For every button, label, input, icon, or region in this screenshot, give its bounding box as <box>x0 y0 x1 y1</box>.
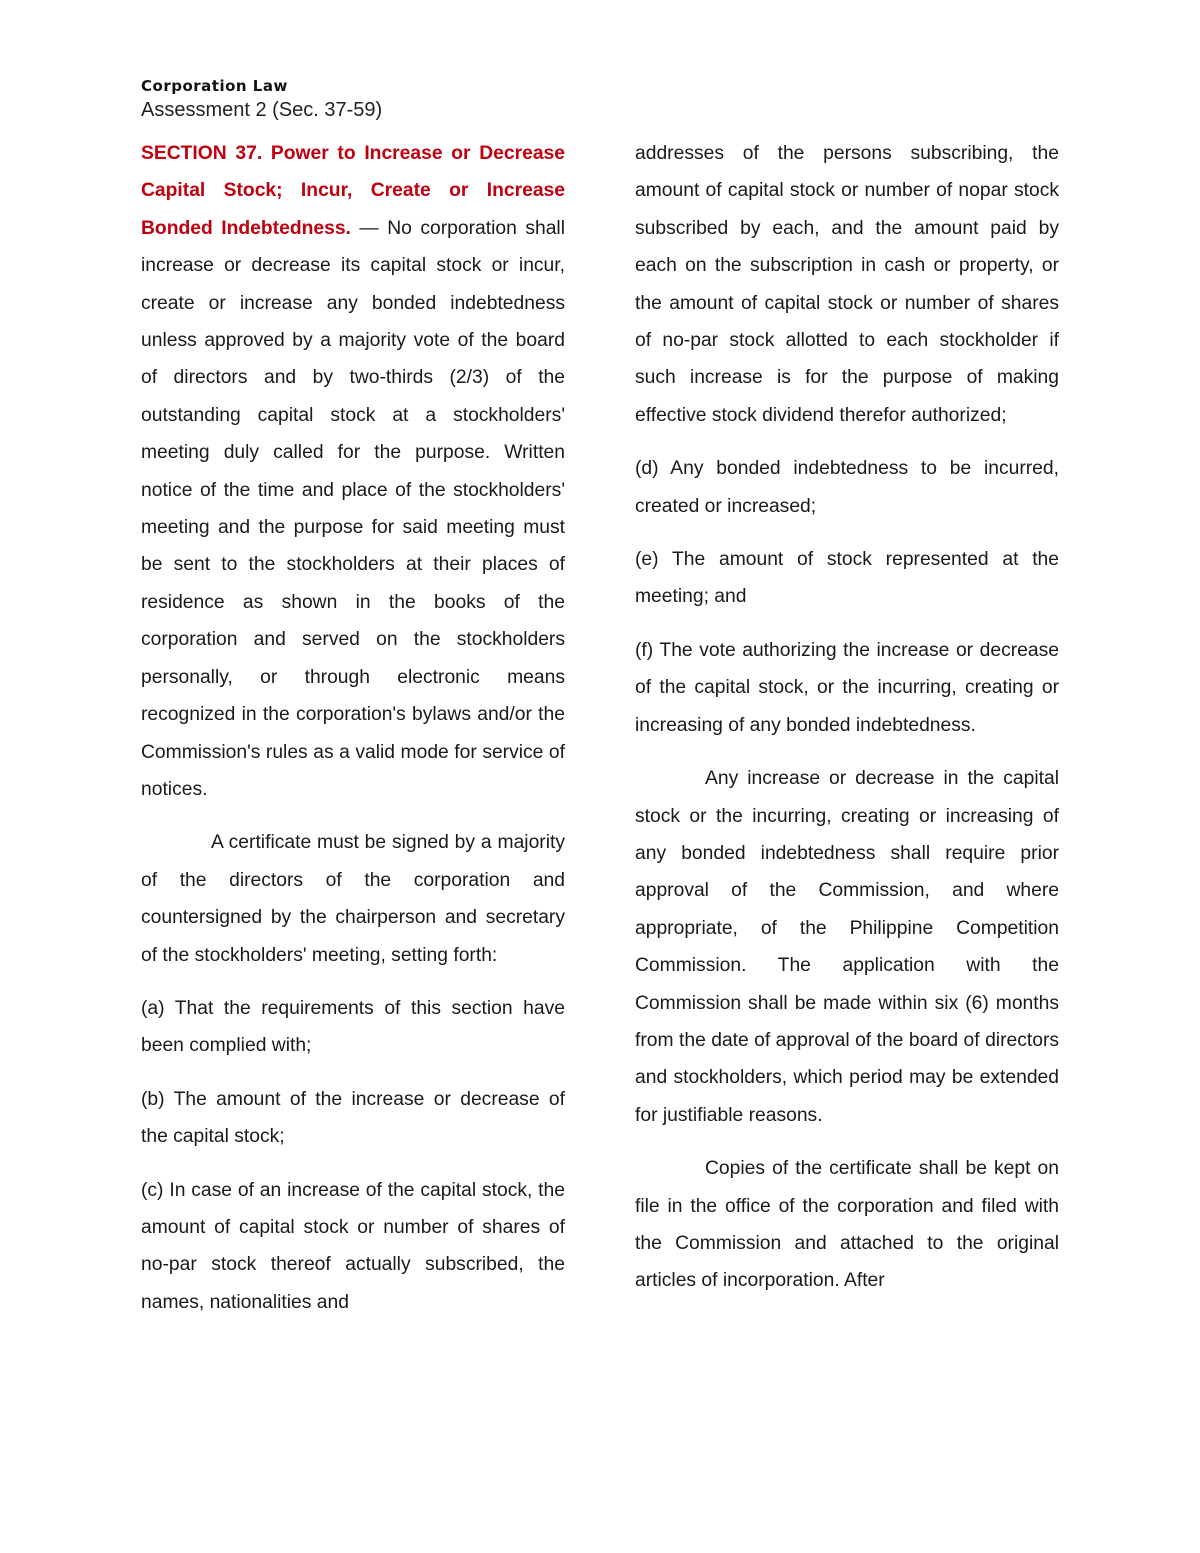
assessment-title: Assessment 2 (Sec. 37-59) <box>141 99 383 121</box>
section-body: — No corporation shall increase or decrease its capital stock or incur, create or increase any bonded indebtedness unless approved by a majority vote of the board of directors and by two-thirds (2/3) of the outstanding capital stock at a stockholders' meeting duly called for the purpose. Written notice of the time and place of the stockholders' meeting and the purpose for said meeting must be sent to the stockholders at their places of residence as shown in the books of the corporation and served on the stockholders personally, or through electronic means recognized in the corporation's bylaws and/or the Commission's rules as a valid mode for service of notices. <box>141 217 565 800</box>
copies-paragraph: Copies of the certificate shall be kept on file in the office of the corporation and filed with the Commission and attached to the original articles of incorporation. After <box>635 1158 1059 1292</box>
right-column <box>635 135 1059 1316</box>
item-f: (f) The vote authorizing the increase or decrease of the capital stock, or the incurring, creating or increasing of any bonded indebtedness. <box>635 639 1059 736</box>
section-37-paragraph <box>141 135 565 808</box>
document-header <box>141 74 382 122</box>
item-a: (a) That the requirements of this section have been complied with; <box>141 997 565 1057</box>
section-heading: SECTION 37. Power to Increase or Decrease Capital Stock; Incur, Create or Increase Bonded Indebtedness. <box>141 143 565 239</box>
certificate-paragraph: A certificate must be signed by a majority of the directors of the corporation and countersigned by the chairperson and secretary of the stockholders' meeting, setting forth: <box>141 832 565 966</box>
item-b: (b) The amount of the increase or decrease of the capital stock; <box>141 1088 565 1148</box>
course-title: Corporation Law <box>141 77 288 95</box>
item-c: (c) In case of an increase of the capital stock, the amount of capital stock or number of shares of no-par stock thereof actually subscribed, the names, nationalities and <box>141 1179 565 1313</box>
item-c-continued: addresses of the persons subscribing, the amount of capital stock or number of nopar stock subscribed by each, and the amount paid by each on the subscription in cash or property, or the amount of capital stock or number of shares of no-par stock allotted to each stockholder if such increase is for the purpose of making effective stock dividend therefor authorized; <box>635 143 1059 426</box>
left-column <box>141 135 565 1337</box>
item-e: (e) The amount of stock represented at the meeting; and <box>635 549 1059 608</box>
approval-paragraph: Any increase or decrease in the capital stock or the incurring, creating or increasing of any bonded indebtedness shall require prior approval of the Commission, and where appropriate, of the Philippine Competition Commission. The application with the Commission shall be made within six (6) months from the date of approval of the board of directors and stockholders, which period may be extended for justifiable reasons. <box>635 768 1059 1126</box>
item-d: (d) Any bonded indebtedness to be incurred, created or increased; <box>635 458 1059 517</box>
